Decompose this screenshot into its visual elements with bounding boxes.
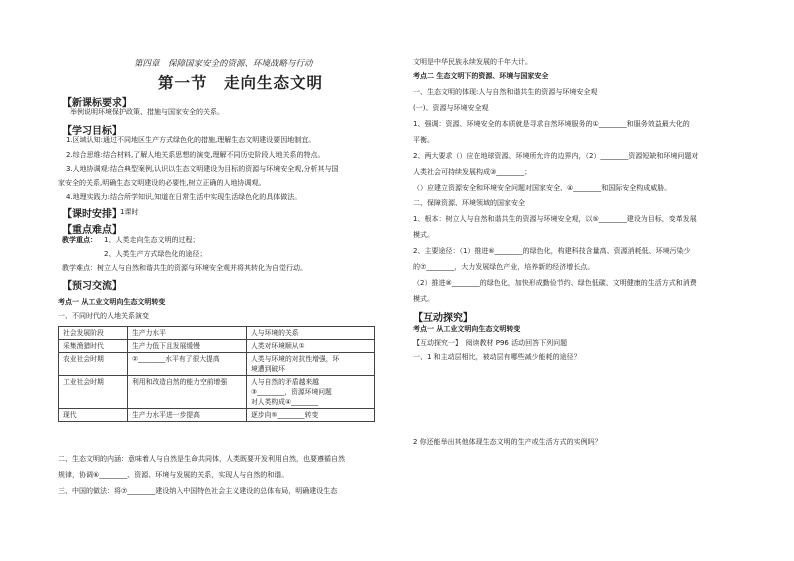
relationship-table [58,326,375,422]
right-line-3: 1、强调：资源、环境安全的本质就是寻求自然环境服务的①________和服务效益最大化的 [413,120,690,128]
goal-2: 2.综合思维:结合材料,了解人地关系思想的演变,理解不同历史阶段人地关系的特点。 [66,151,325,159]
section-preview: 【预习交流】 [62,281,122,292]
table-cell-line: 对人类构成④________ [251,398,319,406]
table-cell: 逐步向⑤________转变 [247,409,375,422]
table-header [59,327,375,340]
schedule-text: 1课时 [120,208,139,216]
right-line-8: 二、保障资源、环境领域的国家安全 [413,199,525,207]
table-cell: 农业社会时期 [59,353,128,376]
table-cell: 工业社会时期 [59,376,128,409]
table-cell-line: ③________，资源环境问题 [251,388,332,396]
table-cell: 生产力低下且发展缓慢 [128,340,247,353]
table-cell: 社会发展阶段 [59,327,128,340]
ecological-connotation: 二、生态文明的内涵：意味着人与自然是生命共同体，人类既要开发利用自然，也要遵循自然 [58,455,345,463]
kp2-title: 考点二 生态文明下的资源、环境与国家安全 [413,72,549,80]
table-cell [247,376,375,409]
question-1: 一、1 和主动层相比，被动层有哪些减少能耗的途径？ [413,353,581,361]
table-cell-line: 境遭到破坏 [251,365,285,373]
right-line-5: 2、两大要求（）应在地球资源、环境所允许的边界内，（2）________资源短缺和环境问题对 [413,152,699,160]
key-item-2: 2、人类生产方式绿色化的途径； [104,250,207,258]
table-row [59,340,375,353]
inter-task: 【互动探究一】 阅读教材 P96 活动回答下列问题 [413,339,568,347]
table-cell: 生产力水平进一步提高 [128,409,247,422]
goal-3-cont: 家安全的关系,明确生态文明建设的必要性,树立正确的人地协调观。 [58,179,266,187]
table-cell: 生产力水平 [128,327,247,340]
right-line-11: 2、主要途径：（1）推进⑥________的绿色化，构建科技含量高、资源消耗低、环境污染少 [413,247,691,255]
table-cell: ②________水平有了很大提高 [128,353,247,376]
right-line-9: 1、根本：树立人与自然和谐共生的资源与环境安全观，以⑤________建设为目标，变革发展 [413,215,697,223]
page-title: 第一节 走向生态文明 [158,73,324,92]
table-cell: 现代 [59,409,128,422]
section-interactive: 【互动探究】 [413,313,473,324]
table-cell [247,353,375,376]
china-practice: 三、中国的做法：将⑦________建设纳入中国特色社会主义建设的总体布局，明确建设生态 [58,487,338,495]
key-item-1: 1、人类走向生态文明的过程； [104,236,200,244]
question-2: 2 你还能举出其他体现生态文明的生产或生活方式的实例吗？ [413,438,602,446]
right-line-10: 模式。 [413,231,434,239]
table-cell: 人与环境的关系 [247,327,375,340]
chapter-heading: 第四章 保障国家安全的资源、环境战略与行动 [134,59,313,69]
inter-kp-title: 考点一 从工业文明向生态文明转变 [413,325,521,333]
table-cell: 利用和改造自然的能力空前增强 [128,376,247,409]
table-row [59,409,375,422]
table-cell: 人类对环境顺从① [247,340,375,353]
right-line-2: (一)、资源与环境安全观 [413,104,489,112]
right-continuation: 文明是中华民族永续发展的千年大计。 [413,58,532,66]
table-row [59,353,375,376]
table-cell: 采集渔猎时代 [59,340,128,353]
curriculum-text: 举例说明环境保护政策、措施与国家安全的关系。 [70,108,224,116]
kp1-sub: 一、不同时代的人地关系演变 [58,312,149,320]
table-cell-line: 人与自然的矛盾越来越 [251,378,319,386]
section-goals: 【学习目标】 [62,126,122,137]
right-line-13: （2）推进⑧________的绿色化，加快形成勤俭节约、绿色低碳、文明健康的生活方式和消费 [413,279,697,287]
goal-4: 4.地理实践力:结合所学知识,知道在日常生活中实现生活绿色化的具体做法。 [66,193,302,201]
table-row [59,376,375,409]
right-line-4: 平衡。 [413,136,434,144]
difficulty-text: 教学难点：树立人与自然和谐共生的资源与环境安全观并将其转化为自觉行动。 [62,264,307,272]
right-line-7: （）应建立资源安全和环境安全问题对国家安全、④________和国际安全构成威胁。 [413,184,672,192]
key-label: 教学重点： [62,236,97,244]
right-line-6: 人类社会可持续发展构成③________； [413,168,532,176]
kp1-title: 考点一 从工业文明向生态文明转变 [58,298,166,306]
section-schedule: 【课时安排】 [62,209,122,220]
goal-3: 3.人地协调观:结合典型案例,认识以生态文明建设为目标的资源与环境安全观,分析其与国 [66,165,339,173]
goal-1: 1.区域认知:通过不同地区生产方式绿色化的措施,理解生态文明建设要因地制宜。 [66,136,316,144]
ecological-connotation-cont: 规律，协调⑥________、资源、环境与发展的关系，实现人与自然的和谐。 [58,471,289,479]
right-line-12: 的⑦________，大力发展绿色产业，培养新的经济增长点。 [413,263,595,271]
right-line-14: 模式。 [413,295,434,303]
table-cell-line: 人类与环境的对抗性增强，环 [251,355,340,363]
section-key-points: 【重点难点】 [62,225,122,236]
section-curriculum: 【新课标要求】 [62,98,132,109]
right-line-1: 一、生态文明的体现:人与自然和谐共生的资源与环境安全观 [413,88,598,96]
